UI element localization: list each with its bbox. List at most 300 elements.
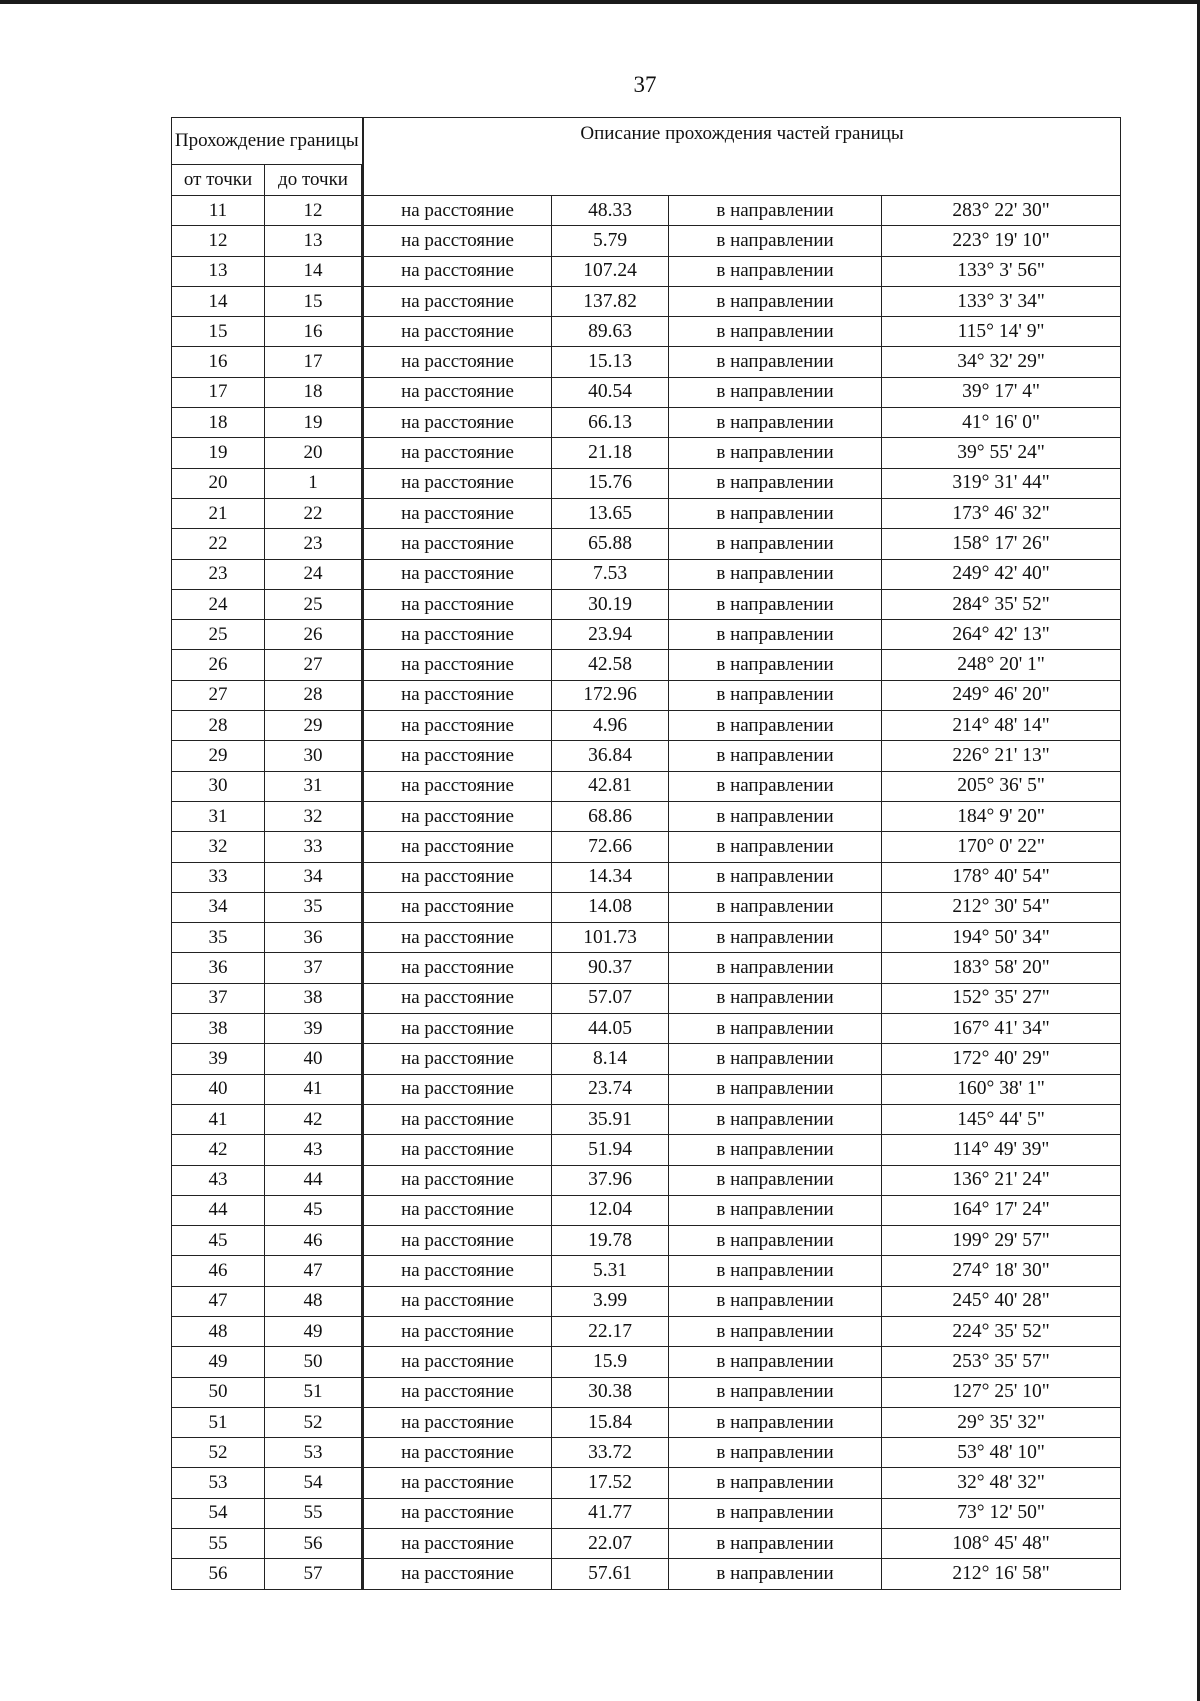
cell-bearing-value: 127° 25' 10": [882, 1377, 1121, 1407]
cell-distance-value: 15.13: [552, 347, 669, 377]
table-row: [172, 468, 1121, 498]
table-row: [172, 680, 1121, 710]
cell-to-point: 32: [265, 801, 363, 831]
cell-direction-label: в направлении: [669, 1498, 882, 1528]
cell-from-point: 39: [172, 1044, 265, 1074]
cell-bearing-value: 34° 32' 29": [882, 347, 1121, 377]
cell-direction-label: в направлении: [669, 1407, 882, 1437]
cell-distance-value: 107.24: [552, 256, 669, 286]
cell-direction-label: в направлении: [669, 801, 882, 831]
cell-to-point: 42: [265, 1104, 363, 1134]
table-row: [172, 832, 1121, 862]
table-row: [172, 408, 1121, 438]
cell-from-point: 40: [172, 1074, 265, 1104]
cell-to-point: 50: [265, 1347, 363, 1377]
cell-to-point: 17: [265, 347, 363, 377]
cell-from-point: 18: [172, 408, 265, 438]
table-row: [172, 438, 1121, 468]
cell-direction-label: в направлении: [669, 1438, 882, 1468]
cell-distance-label: на расстояние: [363, 892, 552, 922]
cell-distance-label: на расстояние: [363, 256, 552, 286]
cell-direction-label: в направлении: [669, 1014, 882, 1044]
table-row: [172, 1014, 1121, 1044]
table-row: [172, 801, 1121, 831]
cell-bearing-value: 212° 16' 58": [882, 1559, 1121, 1589]
cell-to-point: 26: [265, 620, 363, 650]
cell-distance-label: на расстояние: [363, 1014, 552, 1044]
cell-distance-value: 42.81: [552, 771, 669, 801]
cell-bearing-value: 183° 58' 20": [882, 953, 1121, 983]
boundary-table-body: [172, 196, 1121, 1590]
cell-from-point: 28: [172, 711, 265, 741]
cell-from-point: 55: [172, 1529, 265, 1559]
cell-distance-value: 15.84: [552, 1407, 669, 1437]
cell-to-point: 49: [265, 1316, 363, 1346]
cell-from-point: 45: [172, 1226, 265, 1256]
cell-direction-label: в направлении: [669, 1165, 882, 1195]
cell-from-point: 30: [172, 771, 265, 801]
cell-distance-label: на расстояние: [363, 650, 552, 680]
cell-bearing-value: 319° 31' 44": [882, 468, 1121, 498]
cell-to-point: 47: [265, 1256, 363, 1286]
cell-distance-label: на расстояние: [363, 1135, 552, 1165]
cell-bearing-value: 152° 35' 27": [882, 983, 1121, 1013]
table-row: [172, 862, 1121, 892]
cell-to-point: 31: [265, 771, 363, 801]
cell-distance-label: на расстояние: [363, 468, 552, 498]
cell-distance-value: 36.84: [552, 741, 669, 771]
cell-distance-value: 4.96: [552, 711, 669, 741]
cell-to-point: 28: [265, 680, 363, 710]
header-from-point: от точки: [172, 165, 265, 196]
cell-bearing-value: 214° 48' 14": [882, 711, 1121, 741]
cell-from-point: 13: [172, 256, 265, 286]
cell-direction-label: в направлении: [669, 862, 882, 892]
cell-distance-value: 65.88: [552, 529, 669, 559]
table-row: [172, 377, 1121, 407]
cell-bearing-value: 133° 3' 34": [882, 286, 1121, 316]
cell-direction-label: в направлении: [669, 286, 882, 316]
cell-to-point: 39: [265, 1014, 363, 1044]
cell-distance-label: на расстояние: [363, 1256, 552, 1286]
cell-to-point: 45: [265, 1195, 363, 1225]
cell-distance-label: на расстояние: [363, 1104, 552, 1134]
cell-to-point: 40: [265, 1044, 363, 1074]
table-row: [172, 256, 1121, 286]
table-row: [172, 953, 1121, 983]
cell-distance-value: 5.31: [552, 1256, 669, 1286]
cell-distance-label: на расстояние: [363, 226, 552, 256]
cell-distance-label: на расстояние: [363, 1286, 552, 1316]
cell-direction-label: в направлении: [669, 529, 882, 559]
header-to-point: до точки: [265, 165, 363, 196]
cell-distance-value: 23.94: [552, 620, 669, 650]
table-row: [172, 1438, 1121, 1468]
cell-direction-label: в направлении: [669, 1316, 882, 1346]
cell-direction-label: в направлении: [669, 771, 882, 801]
cell-bearing-value: 167° 41' 34": [882, 1014, 1121, 1044]
cell-to-point: 35: [265, 892, 363, 922]
cell-bearing-value: 248° 20' 1": [882, 650, 1121, 680]
cell-direction-label: в направлении: [669, 1044, 882, 1074]
cell-distance-value: 90.37: [552, 953, 669, 983]
cell-to-point: 29: [265, 711, 363, 741]
table-row: [172, 1407, 1121, 1437]
cell-from-point: 37: [172, 983, 265, 1013]
cell-direction-label: в направлении: [669, 1195, 882, 1225]
cell-direction-label: в направлении: [669, 711, 882, 741]
cell-distance-label: на расстояние: [363, 1316, 552, 1346]
cell-distance-label: на расстояние: [363, 408, 552, 438]
cell-direction-label: в направлении: [669, 1529, 882, 1559]
cell-direction-label: в направлении: [669, 620, 882, 650]
cell-distance-value: 42.58: [552, 650, 669, 680]
cell-distance-label: на расстояние: [363, 711, 552, 741]
table-row: [172, 892, 1121, 922]
cell-distance-label: на расстояние: [363, 529, 552, 559]
cell-distance-value: 48.33: [552, 196, 669, 226]
cell-to-point: 38: [265, 983, 363, 1013]
cell-distance-label: на расстояние: [363, 286, 552, 316]
cell-bearing-value: 170° 0' 22": [882, 832, 1121, 862]
cell-distance-value: 14.08: [552, 892, 669, 922]
cell-distance-value: 66.13: [552, 408, 669, 438]
cell-from-point: 26: [172, 650, 265, 680]
cell-to-point: 44: [265, 1165, 363, 1195]
cell-direction-label: в направлении: [669, 1104, 882, 1134]
cell-distance-value: 35.91: [552, 1104, 669, 1134]
table-row: [172, 1559, 1121, 1589]
cell-bearing-value: 264° 42' 13": [882, 620, 1121, 650]
table-row: [172, 498, 1121, 528]
cell-to-point: 36: [265, 923, 363, 953]
cell-distance-label: на расстояние: [363, 801, 552, 831]
cell-bearing-value: 245° 40' 28": [882, 1286, 1121, 1316]
cell-from-point: 23: [172, 559, 265, 589]
cell-from-point: 41: [172, 1104, 265, 1134]
cell-direction-label: в направлении: [669, 1256, 882, 1286]
cell-distance-value: 37.96: [552, 1165, 669, 1195]
cell-direction-label: в направлении: [669, 196, 882, 226]
cell-to-point: 33: [265, 832, 363, 862]
cell-from-point: 51: [172, 1407, 265, 1437]
table-row: [172, 196, 1121, 226]
cell-distance-value: 89.63: [552, 317, 669, 347]
cell-distance-label: на расстояние: [363, 953, 552, 983]
cell-from-point: 11: [172, 196, 265, 226]
cell-to-point: 52: [265, 1407, 363, 1437]
cell-distance-value: 72.66: [552, 832, 669, 862]
cell-direction-label: в направлении: [669, 1468, 882, 1498]
cell-from-point: 38: [172, 1014, 265, 1044]
cell-direction-label: в направлении: [669, 468, 882, 498]
cell-to-point: 37: [265, 953, 363, 983]
cell-to-point: 48: [265, 1286, 363, 1316]
table-row: [172, 317, 1121, 347]
header-boundary-description: Описание прохождения частей границы: [363, 118, 1121, 196]
table-row: [172, 1256, 1121, 1286]
header-boundary-passage: Прохождение границы: [172, 118, 363, 165]
cell-distance-label: на расстояние: [363, 680, 552, 710]
cell-direction-label: в направлении: [669, 650, 882, 680]
cell-from-point: 53: [172, 1468, 265, 1498]
table-row: [172, 983, 1121, 1013]
cell-distance-value: 101.73: [552, 923, 669, 953]
cell-bearing-value: 249° 46' 20": [882, 680, 1121, 710]
cell-distance-value: 23.74: [552, 1074, 669, 1104]
page-number: 37: [633, 72, 657, 97]
table-row: [172, 741, 1121, 771]
cell-distance-label: на расстояние: [363, 923, 552, 953]
table-row: [172, 1165, 1121, 1195]
cell-from-point: 22: [172, 529, 265, 559]
cell-bearing-value: 145° 44' 5": [882, 1104, 1121, 1134]
cell-direction-label: в направлении: [669, 953, 882, 983]
cell-distance-label: на расстояние: [363, 1438, 552, 1468]
cell-bearing-value: 133° 3' 56": [882, 256, 1121, 286]
cell-distance-label: на расстояние: [363, 832, 552, 862]
cell-direction-label: в направлении: [669, 589, 882, 619]
table-row: [172, 923, 1121, 953]
cell-from-point: 42: [172, 1135, 265, 1165]
table-row: [172, 286, 1121, 316]
cell-distance-value: 14.34: [552, 862, 669, 892]
cell-to-point: 57: [265, 1559, 363, 1589]
cell-to-point: 27: [265, 650, 363, 680]
cell-direction-label: в направлении: [669, 559, 882, 589]
cell-distance-label: на расстояние: [363, 196, 552, 226]
cell-distance-label: на расстояние: [363, 1165, 552, 1195]
cell-bearing-value: 205° 36' 5": [882, 771, 1121, 801]
cell-from-point: 50: [172, 1377, 265, 1407]
cell-direction-label: в направлении: [669, 892, 882, 922]
cell-from-point: 31: [172, 801, 265, 831]
cell-from-point: 48: [172, 1316, 265, 1346]
cell-bearing-value: 212° 30' 54": [882, 892, 1121, 922]
cell-from-point: 44: [172, 1195, 265, 1225]
cell-distance-value: 137.82: [552, 286, 669, 316]
cell-direction-label: в направлении: [669, 347, 882, 377]
cell-distance-value: 30.19: [552, 589, 669, 619]
cell-to-point: 22: [265, 498, 363, 528]
cell-distance-label: на расстояние: [363, 1468, 552, 1498]
cell-bearing-value: 224° 35' 52": [882, 1316, 1121, 1346]
cell-from-point: 14: [172, 286, 265, 316]
cell-distance-label: на расстояние: [363, 771, 552, 801]
cell-from-point: 47: [172, 1286, 265, 1316]
cell-distance-label: на расстояние: [363, 1377, 552, 1407]
cell-distance-value: 22.07: [552, 1529, 669, 1559]
cell-direction-label: в направлении: [669, 983, 882, 1013]
cell-distance-label: на расстояние: [363, 741, 552, 771]
cell-to-point: 54: [265, 1468, 363, 1498]
cell-direction-label: в направлении: [669, 1559, 882, 1589]
cell-bearing-value: 114° 49' 39": [882, 1135, 1121, 1165]
table-row: [172, 1468, 1121, 1498]
cell-to-point: 20: [265, 438, 363, 468]
boundary-table-header: [172, 118, 1121, 196]
cell-direction-label: в направлении: [669, 408, 882, 438]
cell-distance-label: на расстояние: [363, 347, 552, 377]
cell-from-point: 46: [172, 1256, 265, 1286]
cell-distance-value: 15.76: [552, 468, 669, 498]
cell-from-point: 17: [172, 377, 265, 407]
cell-to-point: 16: [265, 317, 363, 347]
cell-distance-label: на расстояние: [363, 1074, 552, 1104]
cell-from-point: 33: [172, 862, 265, 892]
cell-direction-label: в направлении: [669, 1226, 882, 1256]
cell-to-point: 30: [265, 741, 363, 771]
cell-distance-value: 22.17: [552, 1316, 669, 1346]
cell-from-point: 16: [172, 347, 265, 377]
table-row: [172, 1316, 1121, 1346]
cell-distance-value: 172.96: [552, 680, 669, 710]
table-row: [172, 1195, 1121, 1225]
cell-distance-value: 30.38: [552, 1377, 669, 1407]
cell-distance-value: 57.07: [552, 983, 669, 1013]
cell-distance-label: на расстояние: [363, 317, 552, 347]
cell-direction-label: в направлении: [669, 377, 882, 407]
cell-distance-value: 5.79: [552, 226, 669, 256]
cell-to-point: 19: [265, 408, 363, 438]
cell-from-point: 24: [172, 589, 265, 619]
cell-distance-value: 57.61: [552, 1559, 669, 1589]
cell-distance-label: на расстояние: [363, 620, 552, 650]
cell-distance-value: 21.18: [552, 438, 669, 468]
cell-bearing-value: 29° 35' 32": [882, 1407, 1121, 1437]
cell-distance-value: 8.14: [552, 1044, 669, 1074]
cell-bearing-value: 172° 40' 29": [882, 1044, 1121, 1074]
cell-from-point: 19: [172, 438, 265, 468]
cell-from-point: 25: [172, 620, 265, 650]
cell-distance-label: на расстояние: [363, 1498, 552, 1528]
table-row: [172, 1044, 1121, 1074]
cell-bearing-value: 274° 18' 30": [882, 1256, 1121, 1286]
cell-distance-label: на расстояние: [363, 1529, 552, 1559]
cell-from-point: 56: [172, 1559, 265, 1589]
table-row: [172, 1104, 1121, 1134]
cell-bearing-value: 73° 12' 50": [882, 1498, 1121, 1528]
table-row: [172, 226, 1121, 256]
cell-from-point: 27: [172, 680, 265, 710]
cell-from-point: 20: [172, 468, 265, 498]
boundary-table: [171, 117, 1121, 1590]
cell-from-point: 21: [172, 498, 265, 528]
cell-bearing-value: 283° 22' 30": [882, 196, 1121, 226]
cell-distance-value: 68.86: [552, 801, 669, 831]
cell-to-point: 55: [265, 1498, 363, 1528]
cell-bearing-value: 136° 21' 24": [882, 1165, 1121, 1195]
cell-to-point: 23: [265, 529, 363, 559]
cell-direction-label: в направлении: [669, 498, 882, 528]
cell-bearing-value: 164° 17' 24": [882, 1195, 1121, 1225]
cell-from-point: 15: [172, 317, 265, 347]
table-row: [172, 1286, 1121, 1316]
cell-bearing-value: 253° 35' 57": [882, 1347, 1121, 1377]
cell-distance-label: на расстояние: [363, 498, 552, 528]
cell-from-point: 34: [172, 892, 265, 922]
cell-bearing-value: 53° 48' 10": [882, 1438, 1121, 1468]
cell-to-point: 18: [265, 377, 363, 407]
scan-edge-top: [0, 0, 1200, 4]
cell-direction-label: в направлении: [669, 1377, 882, 1407]
cell-to-point: 43: [265, 1135, 363, 1165]
cell-distance-label: на расстояние: [363, 589, 552, 619]
cell-direction-label: в направлении: [669, 923, 882, 953]
cell-distance-label: на расстояние: [363, 1195, 552, 1225]
cell-bearing-value: 158° 17' 26": [882, 529, 1121, 559]
cell-to-point: 41: [265, 1074, 363, 1104]
cell-distance-value: 13.65: [552, 498, 669, 528]
cell-distance-value: 40.54: [552, 377, 669, 407]
cell-distance-value: 41.77: [552, 1498, 669, 1528]
cell-distance-label: на расстояние: [363, 862, 552, 892]
cell-to-point: 56: [265, 1529, 363, 1559]
cell-bearing-value: 223° 19' 10": [882, 226, 1121, 256]
cell-from-point: 52: [172, 1438, 265, 1468]
cell-distance-value: 7.53: [552, 559, 669, 589]
cell-to-point: 1: [265, 468, 363, 498]
cell-distance-value: 3.99: [552, 1286, 669, 1316]
table-row: [172, 1377, 1121, 1407]
cell-distance-value: 19.78: [552, 1226, 669, 1256]
cell-from-point: 12: [172, 226, 265, 256]
table-row: [172, 1498, 1121, 1528]
cell-to-point: 51: [265, 1377, 363, 1407]
cell-distance-label: на расстояние: [363, 1347, 552, 1377]
table-row: [172, 529, 1121, 559]
cell-to-point: 53: [265, 1438, 363, 1468]
table-row: [172, 559, 1121, 589]
cell-direction-label: в направлении: [669, 1286, 882, 1316]
cell-bearing-value: 249° 42' 40": [882, 559, 1121, 589]
cell-distance-label: на расстояние: [363, 1559, 552, 1589]
cell-direction-label: в направлении: [669, 1135, 882, 1165]
cell-distance-value: 51.94: [552, 1135, 669, 1165]
table-row: [172, 771, 1121, 801]
cell-bearing-value: 39° 55' 24": [882, 438, 1121, 468]
cell-distance-label: на расстояние: [363, 1226, 552, 1256]
cell-distance-label: на расстояние: [363, 1044, 552, 1074]
table-row: [172, 711, 1121, 741]
cell-to-point: 15: [265, 286, 363, 316]
table-row: [172, 1529, 1121, 1559]
cell-bearing-value: 284° 35' 52": [882, 589, 1121, 619]
cell-distance-label: на расстояние: [363, 983, 552, 1013]
cell-to-point: 34: [265, 862, 363, 892]
cell-direction-label: в направлении: [669, 438, 882, 468]
cell-direction-label: в направлении: [669, 256, 882, 286]
cell-from-point: 43: [172, 1165, 265, 1195]
cell-bearing-value: 108° 45' 48": [882, 1529, 1121, 1559]
cell-bearing-value: 32° 48' 32": [882, 1468, 1121, 1498]
cell-bearing-value: 184° 9' 20": [882, 801, 1121, 831]
cell-bearing-value: 115° 14' 9": [882, 317, 1121, 347]
cell-from-point: 36: [172, 953, 265, 983]
cell-to-point: 46: [265, 1226, 363, 1256]
cell-bearing-value: 199° 29' 57": [882, 1226, 1121, 1256]
cell-distance-value: 17.52: [552, 1468, 669, 1498]
cell-distance-label: на расстояние: [363, 559, 552, 589]
cell-to-point: 24: [265, 559, 363, 589]
cell-to-point: 12: [265, 196, 363, 226]
cell-distance-label: на расстояние: [363, 377, 552, 407]
cell-bearing-value: 178° 40' 54": [882, 862, 1121, 892]
cell-bearing-value: 39° 17' 4": [882, 377, 1121, 407]
cell-direction-label: в направлении: [669, 317, 882, 347]
table-row: [172, 1347, 1121, 1377]
cell-from-point: 35: [172, 923, 265, 953]
